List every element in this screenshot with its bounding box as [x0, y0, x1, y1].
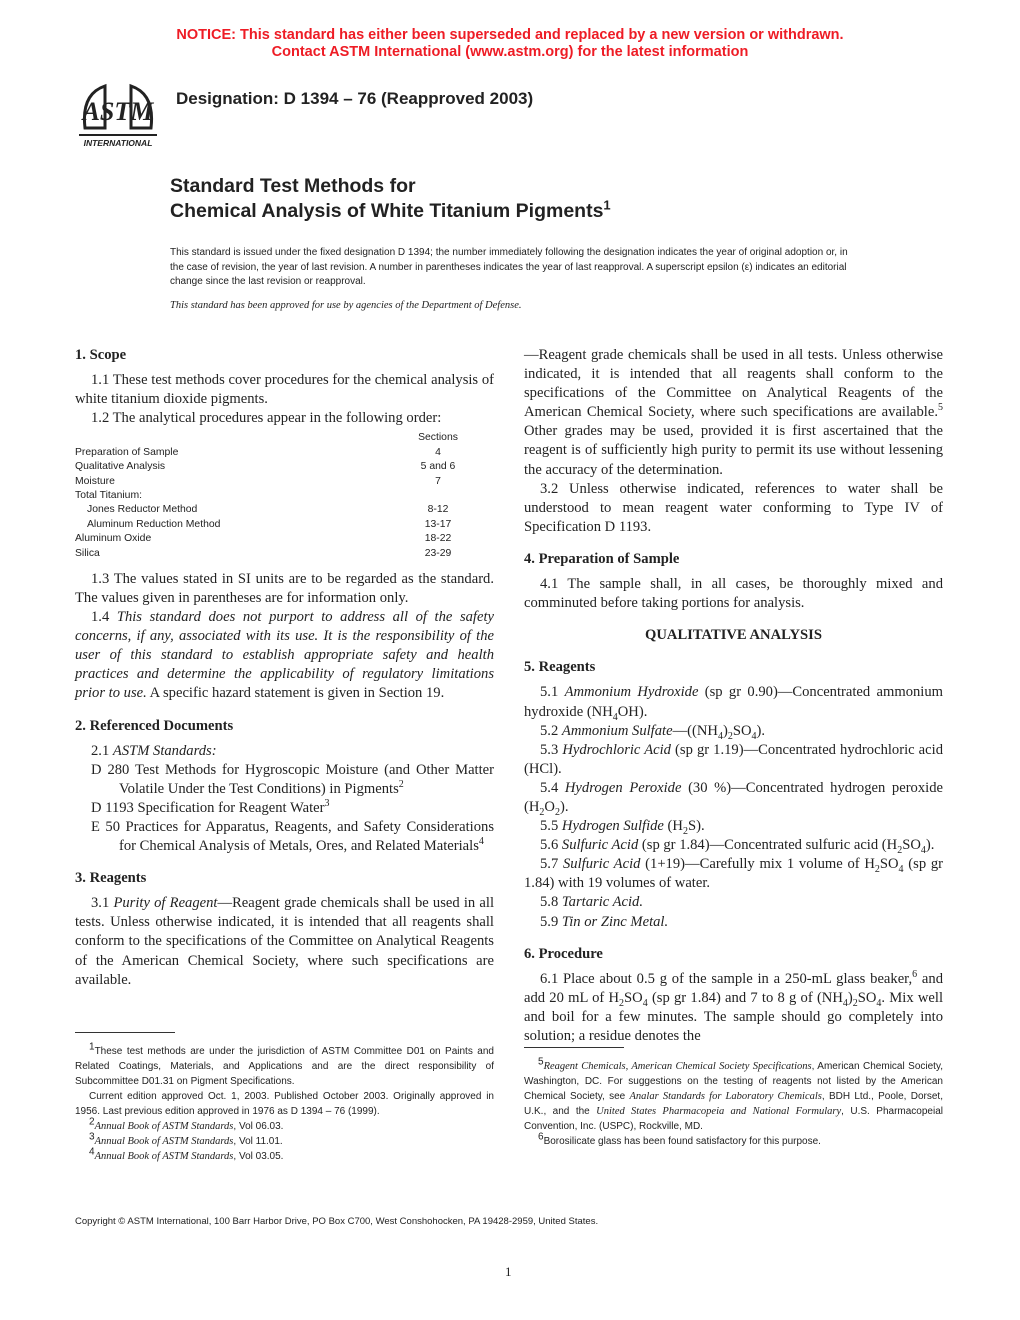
footnote-1b: Current edition approved Oct. 1, 2003. Published October 2003. Originally approved in 1956. Last previous edition approved in 1976 as D 1394 – 76 (1999). [75, 1091, 494, 1117]
title-line-2: Chemical Analysis of White Titanium Pigments$^1$ [170, 197, 611, 222]
designation: Designation: D 1394 – 76 (Reapproved 2003) [176, 89, 534, 108]
procedure-6-1: 6.1 Place about 0.5 g of the sample in a 250-mL glass beaker,$^6$ and add 20 mL of $H_2SO_4$ (sp gr 1.84) and 7 to 8 g of $(NH_4)_2SO_4$. Mix well and boil for a few minutes. The sample should go completely into solution; a residue denotes the [524, 968, 943, 1044]
toc-row: Preparation of Sample 4 [75, 446, 441, 458]
reagents-general-heading: 3. Reagents [75, 870, 147, 887]
title-footnote-mark: 1 [603, 197, 611, 213]
left-column [75, 346, 494, 988]
scope-1-1: 1.1 These test methods cover procedures for the chemical analysis of white titanium dioxide pigments. [75, 372, 494, 408]
referenced-2-1: 2.1 ASTM Standards: [91, 742, 217, 759]
toc-row: Silica 23-29 [75, 547, 452, 559]
preparation-4-1: 4.1 The sample shall, in all cases, be thoroughly mixed and comminuted before taking portions for analysis. [524, 576, 943, 612]
standard-note: This standard is issued under the fixed designation D 1394; the number immediately following the designation indicates the year of original adoption or, in the case of revision, the year of last revision. A number in parentheses indicates the year of last reapproval. A superscript epsilon (ε) indicates an editorial change since the last revision or reapproval. [170, 247, 848, 287]
procedure-heading: 6. Procedure [524, 945, 603, 962]
reagents-heading: 5. Reagents [524, 659, 596, 676]
dod-note: This standard has been approved for use by agencies of the Department of Defense. [170, 300, 522, 311]
notice-line-1: NOTICE: This standard has either been superseded and replaced by a new version or withdrawn. [176, 27, 844, 43]
footnotes-right [524, 1056, 943, 1149]
copyright: Copyright © ASTM International, 100 Barr Harbor Drive, PO Box C700, West Conshohocken, PA 19428-2959, United States. [75, 1216, 599, 1227]
footnote-6: $^6$Borosilicate glass has been found satisfactory for this purpose. [538, 1131, 821, 1147]
footnote-3: $^3$Annual Book of ASTM Standards, Vol 11.01. [89, 1131, 283, 1147]
right-column [524, 346, 943, 1046]
logo-caption: INTERNATIONAL [83, 138, 153, 148]
reagent-item: 5.9 Tin or Zinc Metal. [540, 913, 669, 930]
toc-row: Qualitative Analysis 5 and 6 [75, 461, 456, 473]
reagent-item: 5.7 Sulfuric Acid (1+19)—Carefully mix 1 volume of $H_2SO_4$ (sp gr 1.84) with 19 volumes of water. [524, 856, 944, 892]
scope-1-4: 1.4 This standard does not purport to address all of the safety concerns, if any, associated with its use. It is the responsibility of the user of this standard to establish appropriate safety and health practices and determine the applicability of regulatory limitations prior to use. A specific hazard statement is given in Section 19. [75, 609, 494, 702]
toc-row: Jones Reductor Method 8-12 [87, 504, 449, 516]
scope-1-3: 1.3 The values stated in SI units are to be regarded as the standard. The values given in parentheses are for information only. [75, 570, 494, 606]
qualitative-heading: QUALITATIVE ANALYSIS [645, 627, 822, 644]
ref-item: D 1193 Specification for Reagent Water$^3$ [91, 798, 330, 816]
notice-line-2: Contact ASTM International (www.astm.org) for the latest information [271, 44, 749, 60]
scope-heading: 1. Scope [75, 347, 127, 363]
footnotes-left [75, 1041, 494, 1164]
footnote-4: $^4$Annual Book of ASTM Standards, Vol 03.05. [89, 1146, 284, 1162]
footnote-rule [75, 1032, 175, 1033]
reagent-item: 5.3 Hydrochloric Acid (sp gr 1.19)—Concentrated hydrochloric acid (HCl). [524, 741, 943, 777]
footnote-5: $^5$Reagent Chemicals, American Chemical Society Specifications, American Chemical Society, Washington, DC. For suggestions on the testing of reagents not listed by the American Chemical Society, see Analar Standards for Laboratory Chemicals, BDH Ltd., Poole, Dorset, U.K., and the United States Pharmacopeia and National Formulary, U.S. Pharmacopeial Convention, Inc. (USPC), Rockville, MD. [524, 1056, 943, 1132]
reagent-item: 5.5 Hydrogen Sulfide $(H_2S)$. [540, 818, 705, 837]
sections-table [75, 431, 494, 561]
ref-item: E 50 Practices for Apparatus, Reagents, and Safety Considerations for Chemical Analysis of Metals, Ores, and Related Materials$^4$ [91, 819, 494, 855]
page-number: 1 [505, 1264, 512, 1279]
referenced-heading: 2. Referenced Documents [75, 717, 234, 734]
reagent-item: 5.2 Ammonium $Sulfate—((NH_4)_2SO_4)$. [540, 722, 766, 742]
footnote-2: $^2$Annual Book of ASTM Standards, Vol 06.03. [89, 1116, 284, 1132]
astm-logo [75, 72, 161, 150]
reagents-3-1-continued: —Reagent grade chemicals shall be used in all tests. Unless otherwise indicated, it is intended that all reagents shall conform to the specifications of the Committee on Analytical Reagents of the American Chemical Society, where such specifications are available.$^5$ Other grades may be used, provided it is first ascertained that the reagent is of sufficiently high purity to permit its use without lessening the accuracy of the determination. [524, 347, 943, 478]
toc-row: Moisture 7 [75, 475, 441, 487]
reagent-item: 5.6 Sulfuric Acid (sp gr 1.84)—Concentrated sulfuric acid $(H_2SO_4)$. [540, 837, 935, 857]
logo-mark: ASTM [82, 97, 154, 126]
footnote-1: $^1$These test methods are under the jurisdiction of ASTM Committee D01 on Paints and Related Coatings, Materials, and Applications and are the direct responsibility of Subcommittee D01.31 on Pigment Specifications. [75, 1041, 494, 1087]
ref-item: D 280 Test Methods for Hygroscopic Moisture (and Other Matter Volatile Under the Test Conditions) in Pigments$^2$ [91, 761, 494, 797]
reagent-item: 5.8 Tartaric Acid. [540, 894, 643, 911]
title-line-1: Standard Test Methods for [170, 175, 416, 197]
scope-1-2: 1.2 The analytical procedures appear in the following order: [91, 410, 442, 427]
reagents-3-1: 3.1 Purity of Reagent—Reagent grade chemicals shall be used in all tests. Unless otherwise indicated, it is intended that all reagents shall conform to the specifications of the Committee on Analytical Reagents of the American Chemical Society, where such specifications are available. [75, 895, 494, 988]
reagent-item: 5.4 Hydrogen Peroxide (30 %)—Concentrated hydrogen peroxide $(H_2O_2)$. [524, 779, 943, 818]
reagent-item: 5.1 Ammonium Hydroxide (sp gr 0.90)—Concentrated ammonium hydroxide $(NH_4OH)$. [524, 684, 943, 723]
reagents-3-2: 3.2 Unless otherwise indicated, references to water shall be understood to mean reagent water conforming to Type IV of Specification D 1193. [524, 480, 943, 535]
toc-row: Aluminum Oxide 18-22 [75, 533, 452, 545]
footnote-rule [524, 1047, 624, 1048]
toc-row: Aluminum Reduction Method 13-17 [87, 518, 452, 530]
preparation-heading: 4. Preparation of Sample [524, 550, 680, 567]
toc-header: Sections [418, 432, 458, 444]
toc-row: Total Titanium: [75, 489, 142, 501]
